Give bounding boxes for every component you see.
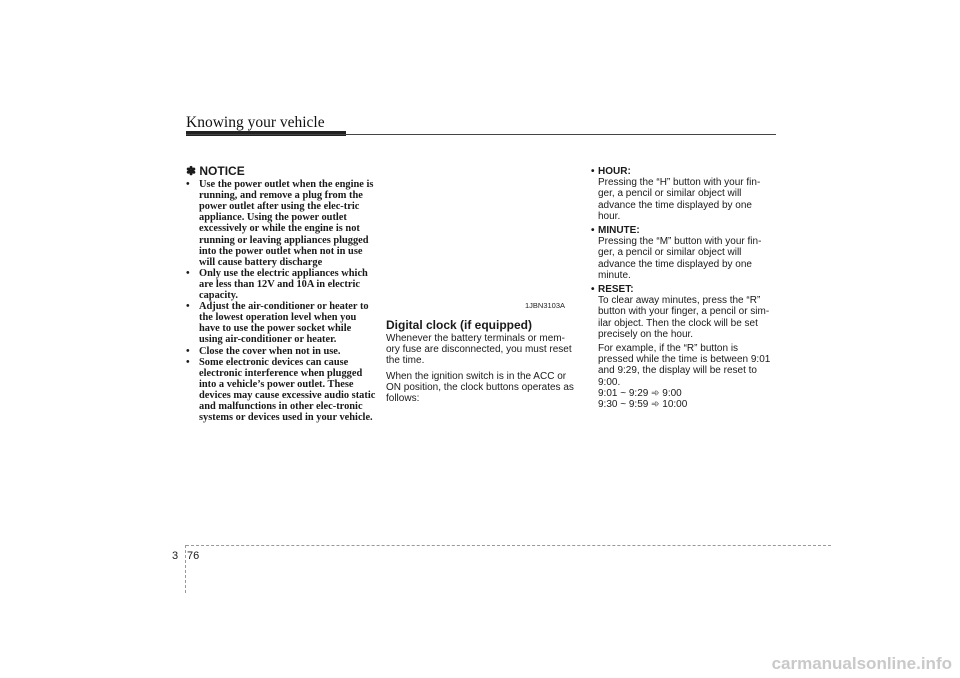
notice-item: • Close the cover when not in use. [186, 345, 341, 357]
footer-divider [185, 545, 186, 593]
hour-label: • HOUR: [591, 166, 631, 177]
bullet-icon: • [186, 267, 190, 279]
notice-column [186, 166, 376, 423]
bullet-icon: • [186, 179, 190, 191]
notice-list [186, 179, 376, 423]
clock-intro [386, 333, 576, 408]
watermark: carmanualsonline.info [771, 654, 952, 673]
header-rule [186, 134, 776, 135]
minute-label: • MINUTE: [591, 225, 640, 237]
bullet-icon: • [186, 345, 190, 357]
example-text: For example, if the “R” button is pressed while the time is between 9:01 and 9:29, the display will be reset to 9:00. [598, 343, 771, 388]
reset-label: • RESET: [591, 284, 634, 296]
example-line: 9:30 ~ 9:59 ➾ 10:00 [598, 399, 688, 411]
hour-text: Pressing the “H” button with your fin-ger, a pencil or similar object will advance the time displayed by one hour. [598, 177, 761, 222]
bullet-icon: • [186, 301, 190, 313]
header-title: Knowing your vehicle [186, 114, 325, 131]
notice-item: • Adjust the air-conditioner or heater to the lowest operation level when you have to use the power socket while using air-conditioner or heater. [186, 301, 369, 346]
bullet-icon: • [591, 284, 595, 296]
section-title: Digital clock (if equipped) [386, 318, 533, 332]
footer-rule [186, 545, 831, 546]
page-number: 76 [187, 550, 200, 562]
example-line: 9:01 ~ 9:29 ➾ 9:00 [598, 387, 682, 399]
reset-text: To clear away minutes, press the “R” button with your finger, a pencil or sim-ilar object. Then the clock will be set precisely on the hour. [598, 295, 770, 340]
clock-buttons-column [585, 166, 775, 410]
bullet-icon: • [591, 166, 595, 177]
paragraph: Whenever the battery terminals or mem-ory fuse are disconnected, you must reset the time. [386, 333, 572, 367]
minute-text: Pressing the “M” button with your fin-ger, a pencil or similar object will advance the time displayed by one minute. [598, 236, 762, 281]
notice-item: • Use the power outlet when the engine is running, and remove a plug from the power outlet after using the elec-tric appliance. Using the power outlet excessively or while the engine is not running or leaving appliances plugged into the power outlet when not in use will cause battery discharge [186, 179, 374, 268]
paragraph: When the ignition switch is in the ACC or ON position, the clock buttons operates as follows: [386, 370, 574, 405]
notice-item: • Only use the electric appliances which are less than 12V and 10A in electric capacity. [186, 267, 368, 302]
bullet-icon: • [591, 225, 595, 237]
section-number: 3 [172, 550, 179, 562]
notice-heading: ✽ NOTICE [186, 164, 245, 178]
figure-code: 1JBN3103A [525, 301, 566, 310]
bullet-icon: • [186, 356, 190, 368]
notice-item: • Some electronic devices can cause electronic interference when plugged into a vehicle’s power outlet. These devices may cause excessive audio static and malfunctions in other elec-tronic systems or devices used in your vehicle. [186, 356, 376, 424]
